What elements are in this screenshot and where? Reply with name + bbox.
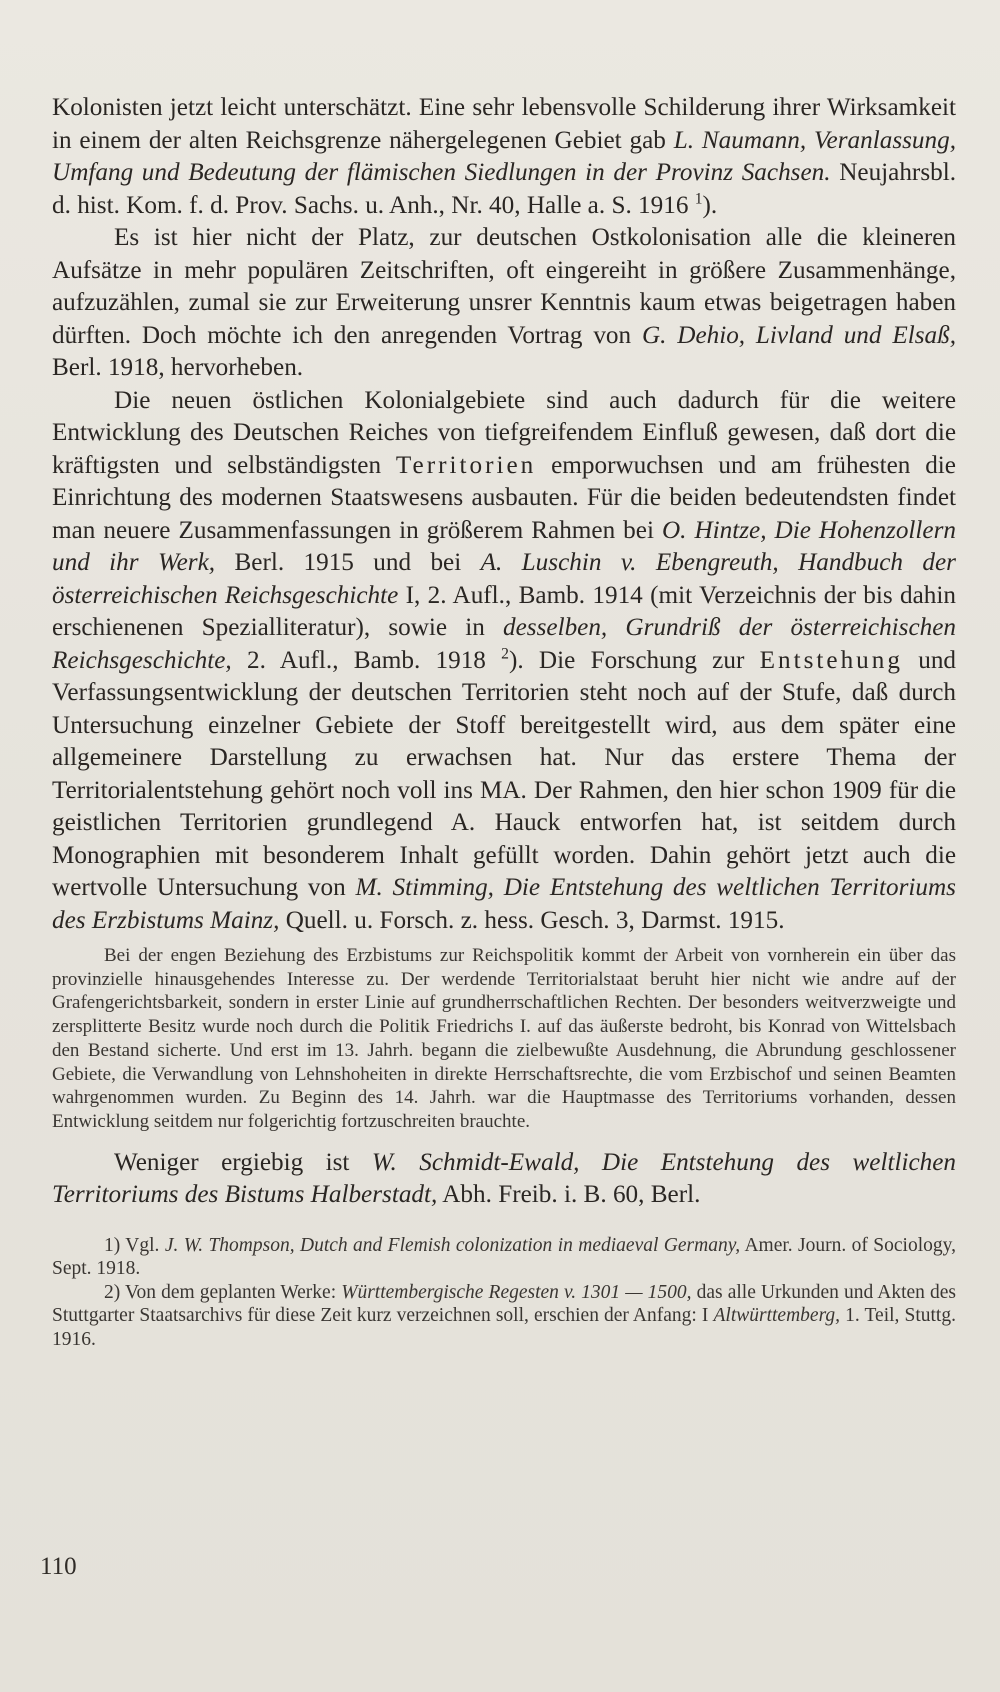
page-body bbox=[52, 92, 956, 1351]
footnote-ref-1[interactable]: 1 bbox=[694, 190, 703, 208]
footnotes bbox=[52, 1234, 956, 1352]
paragraph-5: Weniger ergiebig ist W. Schmidt-Ewald, Die Entstehung des weltlichen Territoriums des Bistums Halberstadt, Abh. Freib. i. B. 60, Berl. bbox=[52, 1148, 956, 1209]
emphasis-territorien: Territorien bbox=[395, 451, 537, 479]
emphasis-entstehung: Entstehung bbox=[759, 646, 903, 674]
footnote-1: 1) Vgl. J. W. Thompson, Dutch and Flemish colonization in mediaeval Germany, Amer. Journ. of Sociology, Sept. 1918. bbox=[52, 1234, 956, 1280]
main-text-continued bbox=[52, 1147, 956, 1212]
paragraph-1: Kolonisten jetzt leicht unterschätzt. Eine sehr lebensvolle Schilderung ihrer Wirksamkeit in einem der alten Reichsgrenze nähergelegenen Gebiet gab L. Naumann, Veranlassung, Umfang und Bedeutung der flämischen Siedlungen in der Provinz Sachsen. Neujahrsbl. d. hist. Kom. f. d. Prov. Sachs. u. Anh., Nr. 40, Halle a. S. 1916 $^1$). bbox=[52, 94, 957, 219]
footnote-2: 2) Von dem geplanten Werke: Württembergische Regesten v. 1301 — 1500, das alle Urkunden und Akten des Stuttgarter Staatsarchivs für diese Zeit kurz verzeichnen soll, erschien der Anfang: I Altwürttemberg, 1. Teil, Stuttg. 1916. bbox=[52, 1281, 957, 1350]
paragraph-3: Die neuen östlichen Kolonialgebiete sind auch dadurch für die weitere Entwicklung des Deutschen Reiches von tiefgreifendem Einfluß gewesen, daß dort die kräftigsten und selbständigsten Territorien emporwuchsen und am frühesten die Einrichtung des modernen Staatswesens ausbauten. Für die beiden bedeutendsten findet man neuere Zusammenfassungen in größerem Rahmen bei O. Hintze, Die Hohenzollern und ihr Werk, Berl. 1915 und bei A. Luschin v. Ebengreuth, Handbuch der österreichischen Reichsgeschichte I, 2. Aufl., Bamb. 1914 (mit Verzeichnis der bis dahin erschienenen Spezialliteratur), sowie in desselben, Grundriß der österreichischen Reichsgeschichte, 2. Aufl., Bamb. 1918 $^2$). Die Forschung zur Entstehung und Verfassungsentwicklung der deutschen Territorien steht noch auf der Stufe, daß durch Untersuchung einzelner Gebiete der Stoff bereitgestellt wird, aus dem später eine allgemeinere Darstellung zu erwachsen hat. Nur das erstere Thema der Territorialentstehung gehört noch voll ins MA. Der Rahmen, den hier schon 1909 für die geistlichen Territorien grundlegend A. Hauck entworfen hat, ist seitdem durch Monographien mit besonderem Inhalt gefüllt worden. Dahin gehört jetzt auch die wertvolle Untersuchung von M. Stimming, Die Entstehung des weltlichen Territoriums des Erzbistums Mainz, Quell. u. Forsch. z. hess. Gesch. 3, Darmst. 1915. bbox=[52, 386, 957, 934]
footnote-ref-2[interactable]: 2 bbox=[501, 645, 509, 663]
page-number: 110 bbox=[40, 1553, 77, 1580]
main-text bbox=[52, 92, 956, 937]
small-print-paragraph: Bei der engen Beziehung des Erzbistums zur Reichspolitik kommt der Arbeit von vornherein ein über das provinzielle hinausgehendes Interesse zu. Der werdende Territorialstaat beruht hier nicht wie andre auf der Grafengerichtsbarkeit, sondern in erster Linie auf grundherrschaftlichen Rechten. Der besonders weitverzweigte und zersplitterte Besitz wurde noch durch die Politik Friedrichs I. auf das äußerste bedroht, bis Konrad von Wittelsbach den Bestand sicherte. Und erst im 13. Jahrh. begann die zielbewußte Ausdehnung, die Abrundung geschlossener Gebiete, die Verwandlung von Lehnshoheiten in direkte Herrschaftsrechte, die vom Erzbischof und seinen Beamten wahrgenommen wurden. Zu Beginn des 14. Jahrh. war die Hauptmasse des Territoriums vorhanden, dessen Entwicklung seitdem nur folgerichtig fortzuschreiten brauchte. bbox=[52, 945, 956, 1132]
paragraph-2: Es ist hier nicht der Platz, zur deutschen Ostkolonisation alle die kleineren Aufsätze in mehr populären Zeitschriften, oft eingereiht in größere Zusammenhänge, aufzuzählen, zumal sie zur Erweiterung unsrer Kenntnis kaum etwas beigetragen haben dürften. Doch möchte ich den anregenden Vortrag von G. Dehio, Livland und Elsaß, Berl. 1918, hervorheben. bbox=[52, 224, 956, 381]
